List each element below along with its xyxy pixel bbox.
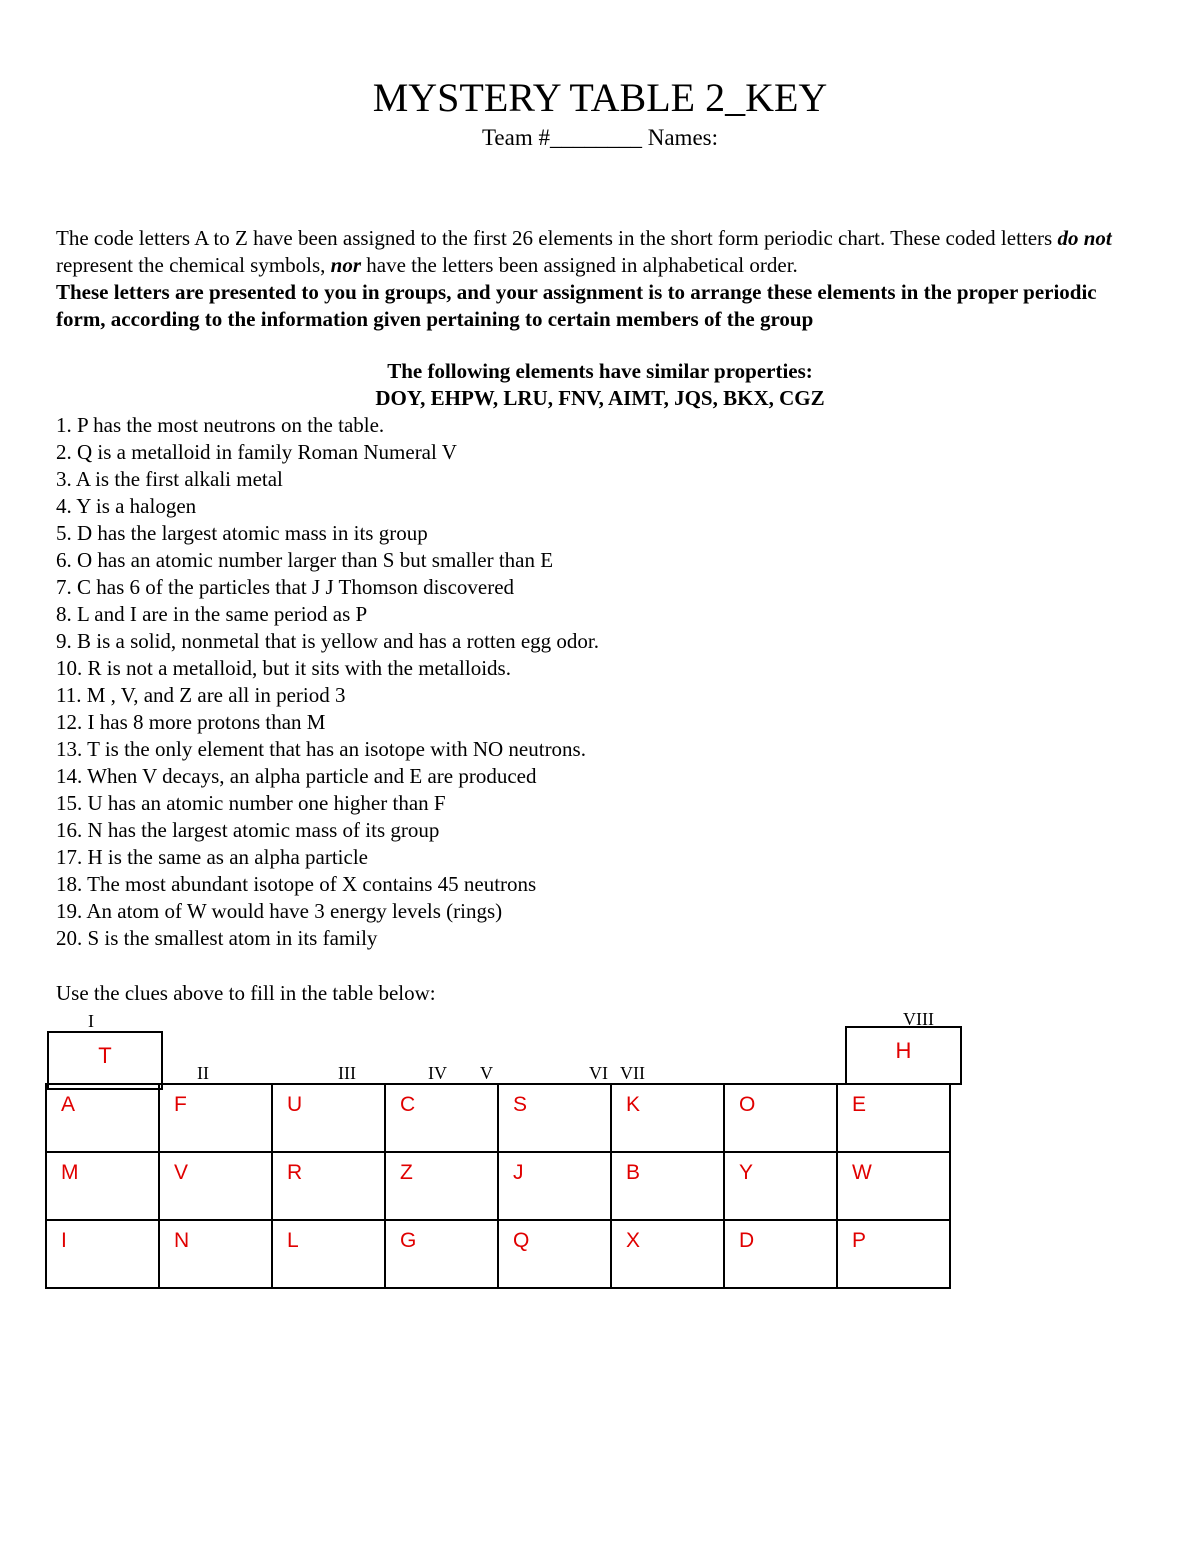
cell-answer: K: [626, 1093, 641, 1116]
table-cell: [837, 1220, 950, 1288]
table-row: [46, 1152, 950, 1220]
cell-answer: I: [61, 1229, 67, 1252]
cell-answer: C: [400, 1093, 416, 1116]
cell-answer: M: [61, 1161, 79, 1184]
clue-item: 18. The most abundant isotope of X contains 45 neutrons: [56, 872, 537, 896]
group-label-7: VII: [620, 1063, 645, 1083]
clue-item: 16. N has the largest atomic mass of its group: [56, 818, 440, 842]
table-cell: [272, 1084, 385, 1152]
table-cell: [159, 1152, 272, 1220]
group-label-4: IV: [428, 1063, 447, 1083]
cell-answer: R: [287, 1161, 303, 1184]
clue-list: [56, 412, 599, 952]
clue-item: 5. D has the largest atomic mass in its group: [56, 521, 428, 545]
group-label-5: V: [480, 1063, 493, 1083]
cell-answer: Q: [513, 1229, 530, 1252]
intro-text-a: The code letters A to Z have been assigned to the first 26 elements in the short form periodic chart. These coded letters: [56, 226, 1058, 250]
clue-item: 17. H is the same as an alpha particle: [56, 845, 368, 869]
cell-answer: D: [739, 1229, 755, 1252]
table-cell: [611, 1220, 724, 1288]
table-cell: [385, 1220, 498, 1288]
emphasis-nor: nor: [330, 253, 362, 277]
clue-item: 10. R is not a metalloid, but it sits with the metalloids.: [56, 656, 511, 680]
intro-text-b: represent the chemical symbols,: [56, 253, 331, 277]
table-cell: [46, 1152, 159, 1220]
cell-answer: V: [174, 1161, 189, 1184]
table-cell: [611, 1152, 724, 1220]
cell-answer: N: [174, 1229, 190, 1252]
clue-item: 15. U has an atomic number one higher than F: [56, 791, 446, 815]
table-row: [46, 1220, 950, 1288]
cell-answer: F: [174, 1093, 187, 1116]
clue-item: 14. When V decays, an alpha particle and E are produced: [56, 764, 537, 788]
group-label-3: III: [338, 1063, 356, 1083]
clue-item: 9. B is a solid, nonmetal that is yellow and has a rotten egg odor.: [56, 629, 599, 653]
similar-properties-heading: The following elements have similar properties:: [387, 359, 813, 383]
table-cell: [46, 1084, 159, 1152]
clue-item: 8. L and I are in the same period as P: [56, 602, 368, 626]
table-cell: [498, 1084, 611, 1152]
cell-answer: X: [626, 1229, 641, 1252]
clue-item: 11. M , V, and Z are all in period 3: [56, 683, 346, 707]
hydrogen-position-box: [47, 1031, 163, 1090]
cell-answer: A: [61, 1093, 76, 1116]
table-cell: [724, 1084, 837, 1152]
clue-item: 13. T is the only element that has an isotope with NO neutrons.: [56, 737, 586, 761]
cell-answer: H: [895, 1038, 912, 1063]
cell-answer: U: [287, 1093, 303, 1116]
similar-properties-groups: DOY, EHPW, LRU, FNV, AIMT, JQS, BKX, CGZ: [375, 386, 825, 410]
cell-answer: O: [739, 1093, 756, 1116]
group-label-8: VIII: [903, 1009, 934, 1029]
table-cell: [724, 1152, 837, 1220]
clue-item: 4. Y is a halogen: [56, 494, 197, 518]
helium-position-box: [845, 1026, 962, 1085]
cell-answer: T: [98, 1043, 112, 1068]
table-cell: [498, 1220, 611, 1288]
cell-answer: B: [626, 1161, 641, 1184]
clue-item: 3. A is the first alkali metal: [56, 467, 283, 491]
table-cell: [611, 1084, 724, 1152]
table-cell: [837, 1084, 950, 1152]
clue-item: 12. I has 8 more protons than M: [56, 710, 326, 734]
group-label-1: I: [88, 1011, 94, 1031]
emphasis-do-not: do not: [1057, 226, 1112, 250]
clue-item: 7. C has 6 of the particles that J J Thomson discovered: [56, 575, 515, 599]
table-row: [46, 1084, 950, 1152]
clue-item: 20. S is the smallest atom in its family: [56, 926, 378, 950]
intro-text-c: have the letters been assigned in alphabetical order.: [361, 253, 798, 277]
clue-item: 2. Q is a metalloid in family Roman Numeral V: [56, 440, 457, 464]
cell-answer: J: [513, 1161, 524, 1184]
table-cell: [498, 1152, 611, 1220]
page-title: MYSTERY TABLE 2_KEY: [372, 75, 828, 120]
cell-answer: L: [287, 1229, 299, 1252]
table-cell: [159, 1220, 272, 1288]
cell-answer: S: [513, 1093, 528, 1116]
table-cell: [385, 1152, 498, 1220]
table-cell: [159, 1084, 272, 1152]
cell-answer: Z: [400, 1161, 413, 1184]
table-cell: [272, 1152, 385, 1220]
cell-answer: P: [852, 1229, 867, 1252]
table-cell: [46, 1220, 159, 1288]
clue-item: 1. P has the most neutrons on the table.: [56, 413, 385, 437]
assignment-paragraph: These letters are presented to you in groups, and your assignment is to arrange these elements in the proper periodic form, according to the information given pertaining to certain members of the group: [56, 280, 1097, 331]
clue-item: 19. An atom of W would have 3 energy levels (rings): [56, 899, 503, 923]
cell-answer: W: [852, 1161, 872, 1184]
table-cell: [724, 1220, 837, 1288]
table-cell: [837, 1152, 950, 1220]
table-cell: [272, 1220, 385, 1288]
cell-answer: G: [400, 1229, 417, 1252]
cell-answer: E: [852, 1093, 867, 1116]
group-label-6: VI: [589, 1063, 608, 1083]
clue-item: 6. O has an atomic number larger than S but smaller than E: [56, 548, 554, 572]
periodic-answer-table: [45, 1083, 951, 1289]
intro-paragraph: [56, 225, 1146, 333]
team-names-line: Team #________ Names:: [481, 125, 718, 150]
table-cell: [385, 1084, 498, 1152]
group-label-2: II: [197, 1063, 209, 1083]
cell-answer: Y: [739, 1161, 754, 1184]
table-instruction: Use the clues above to fill in the table below:: [56, 981, 436, 1005]
